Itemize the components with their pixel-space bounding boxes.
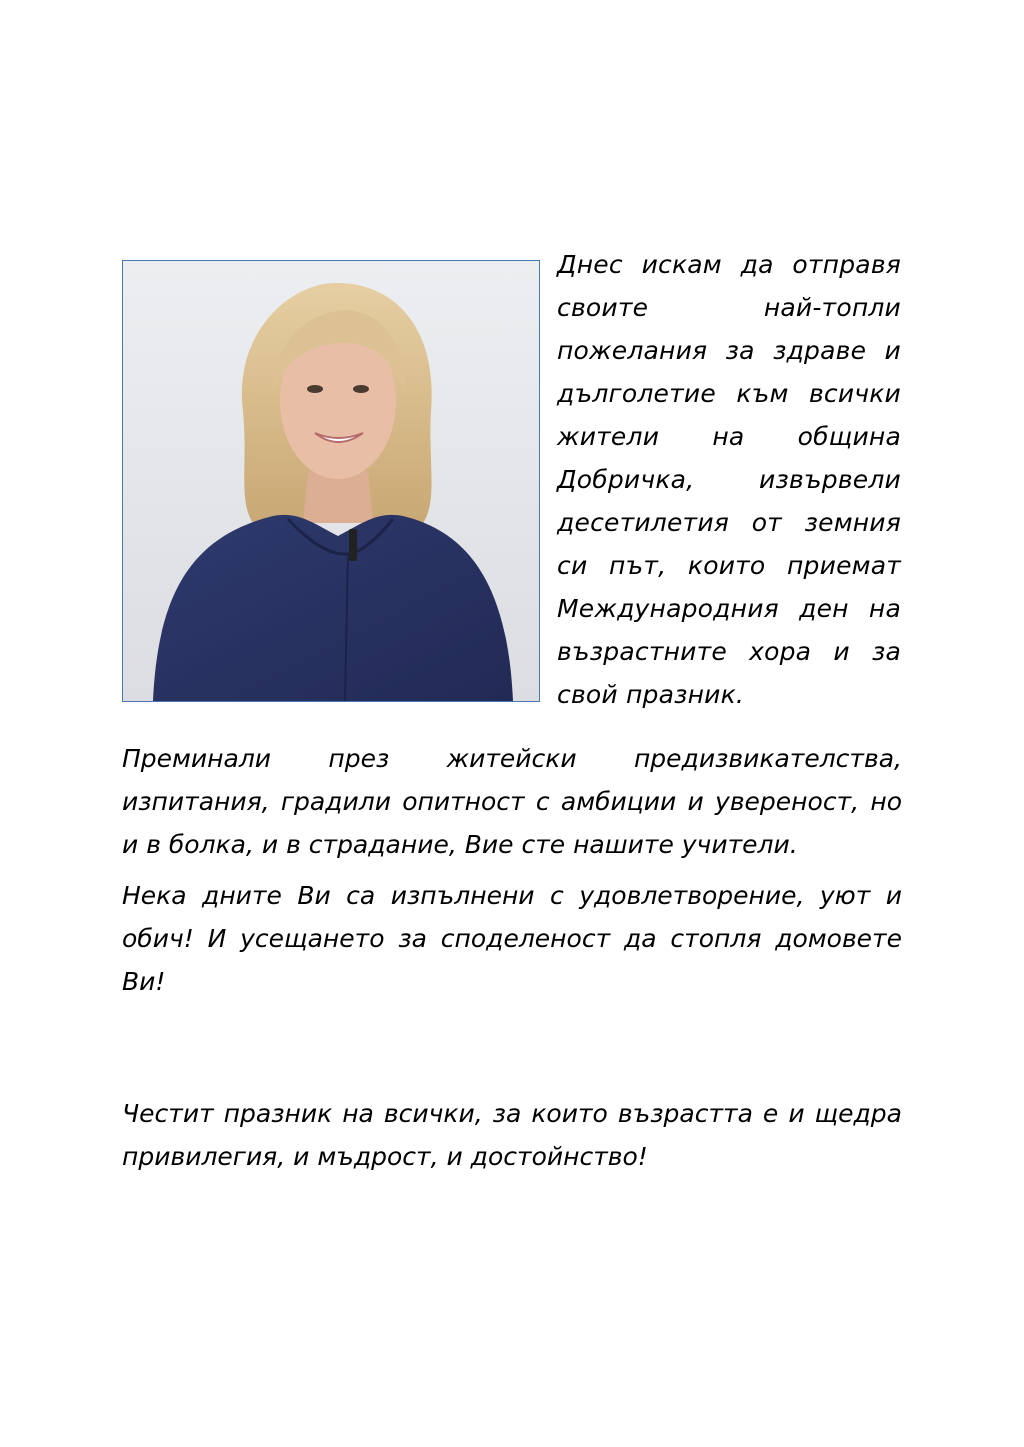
intro-paragraph: Днес искам да отправя своите най-топли пожелания за здраве и дълголетие към всички жители на община Добричка, извървели десетилетия от земния си път, които приемат Международния ден на възрастните хора и за свой празник. [557,250,901,709]
closing-paragraph: Честит празник на всички, за които възрастта е и щедра привилегия, и мъдрост, и достойнство! [122,1099,902,1171]
paragraph-2: Нека дните Ви са изпълнени с удовлетворение, уют и обич! И усещането за споделеност да стопля домовете Ви! [122,881,902,996]
right-eye [353,385,369,393]
left-eye [307,385,323,393]
paragraph-1: Преминали през житейски предизвикателства, изпитания, градили опитност с амбиции и увереност, но и в болка, и в страдание, Вие сте нашите учители. [122,744,902,859]
portrait-photo [122,260,540,702]
portrait-illustration [123,261,539,701]
body-text [122,737,902,1011]
lapel-microphone [349,529,357,561]
